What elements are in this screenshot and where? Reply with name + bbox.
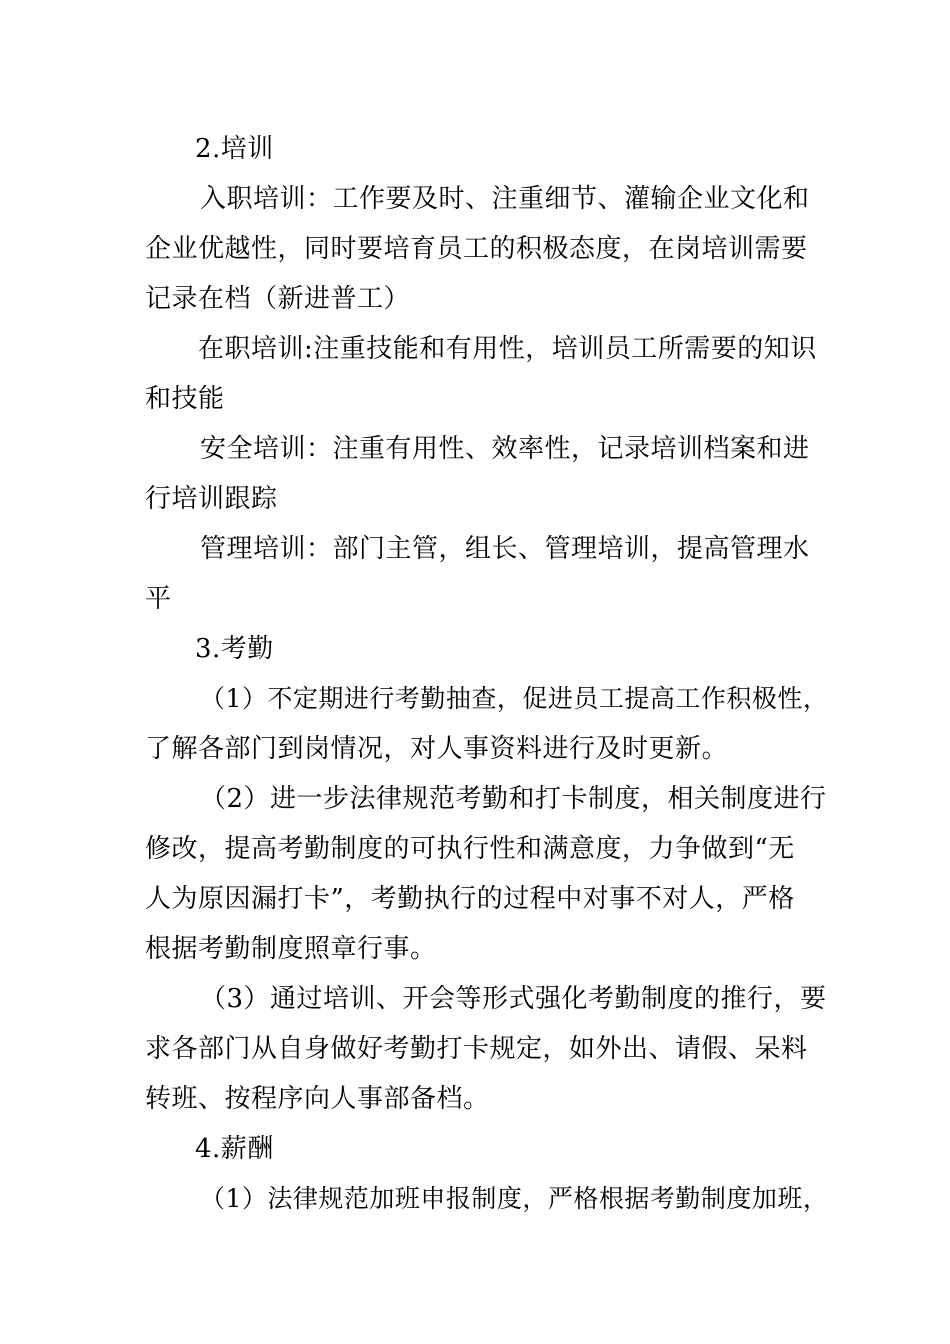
paragraph-line: 了解各部门到岗情况，对人事资料进行及时更新。	[145, 734, 729, 764]
section-heading-attendance: 3.考勤	[195, 634, 274, 664]
paragraph-line: 管理培训：部门主管，组长、管理培训，提高管理水	[200, 534, 810, 564]
paragraph-line: 安全培训：注重有用性、效率性，记录培训档案和进	[200, 434, 810, 464]
paragraph-line: 入职培训：工作要及时、注重细节、灌输企业文化和	[200, 184, 810, 214]
section-heading-training: 2.培训	[195, 134, 274, 164]
paragraph-line: （2）进一步法律规范考勤和打卡制度，相关制度进行	[200, 784, 827, 814]
paragraph-line: 企业优越性，同时要培育员工的积极态度，在岗培训需要	[145, 234, 808, 264]
paragraph-line: （1）不定期进行考勤抽查，促进员工提高工作积极性，	[200, 684, 829, 713]
paragraph-line: （1）法律规范加班申报制度，严格根据考勤制度加班，	[200, 1184, 829, 1213]
paragraph-line: 行培训跟踪	[145, 484, 278, 514]
paragraph-line: 平	[145, 584, 172, 614]
paragraph-line: 人为原因漏打卡”，考勤执行的过程中对事不对人，严格	[145, 884, 795, 914]
paragraph-line: 修改，提高考勤制度的可执行性和满意度，力争做到“无	[145, 834, 795, 864]
paragraph-line: 求各部门从自身做好考勤打卡规定，如外出、请假、呆料	[145, 1034, 808, 1064]
paragraph-line: 转班、按程序向人事部备档。	[145, 1084, 490, 1114]
paragraph-line: 和技能	[145, 384, 225, 414]
paragraph-line: （3）通过培训、开会等形式强化考勤制度的推行，要	[200, 984, 827, 1014]
paragraph-line: 记录在档（新进普工）	[145, 284, 411, 314]
section-heading-salary: 4.薪酬	[195, 1134, 274, 1164]
paragraph-line: 在职培训:注重技能和有用性，培训员工所需要的知识	[198, 334, 817, 364]
paragraph-line: 根据考勤制度照章行事。	[145, 934, 437, 964]
